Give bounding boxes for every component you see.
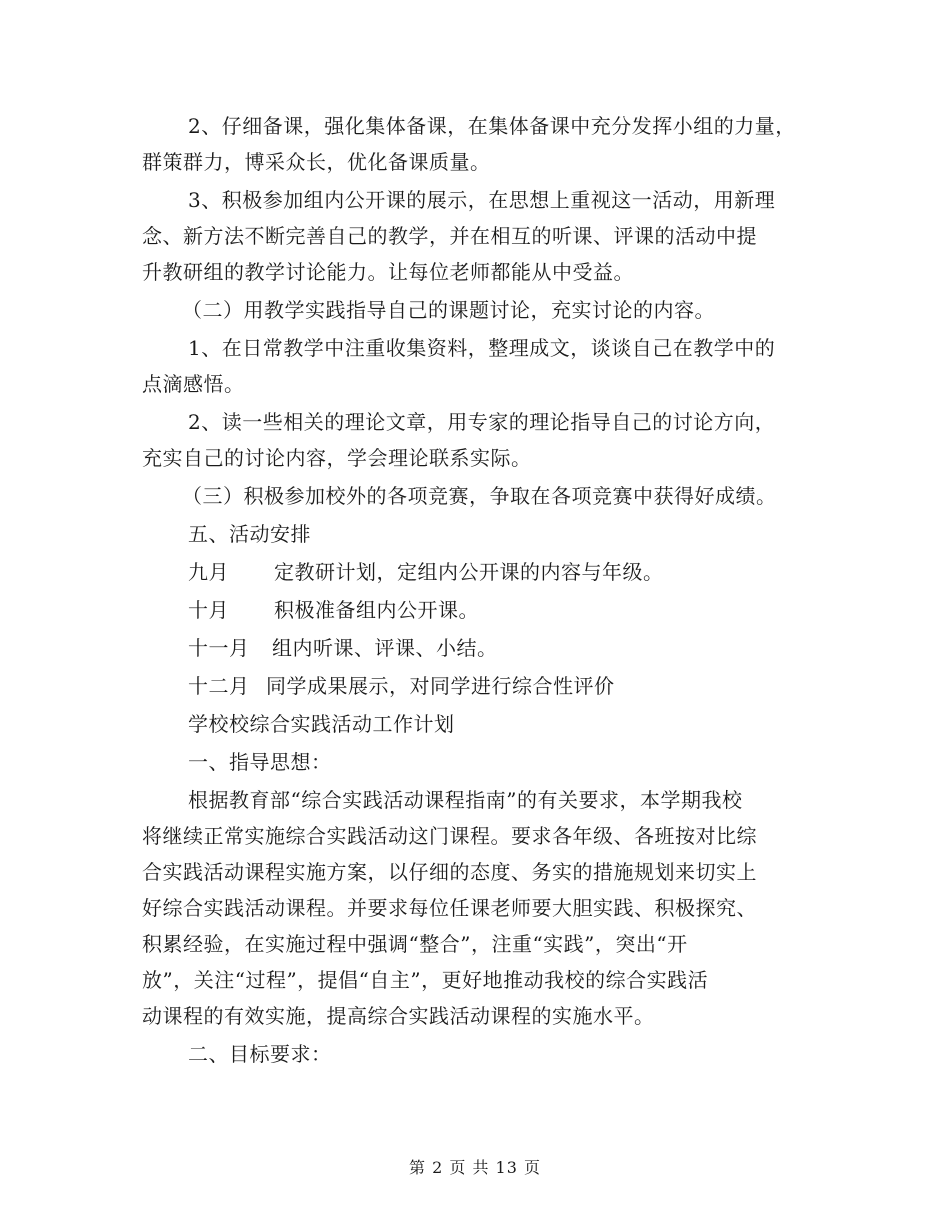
paragraph-line: 好综合实践活动课程。并要求每位任课老师要大胆实践、积极探究、: [142, 896, 757, 920]
document-title: 学校校综合实践活动工作计划: [188, 712, 455, 736]
paragraph-line: 合实践活动课程实施方案，以仔细的态度、务实的措施规划来切实上: [142, 860, 757, 884]
schedule-text: 同学成果展示，对同学进行综合性评价: [266, 674, 615, 698]
paragraph-line: 根据教育部“综合实践活动课程指南”的有关要求，本学期我校: [188, 788, 743, 812]
page-number-footer: 第 2 页 共 13 页: [409, 1158, 541, 1177]
schedule-row: [188, 674, 615, 698]
paragraph-line: 动课程的有效实施，提高综合实践活动课程的实施水平。: [142, 1004, 655, 1028]
paragraph-line: 群策群力，博采众长，优化备课质量。: [142, 150, 491, 174]
paragraph-line: 点滴感悟。: [142, 372, 245, 396]
schedule-row: [188, 636, 498, 660]
schedule-text: 定教研计划，定组内公开课的内容与年级。: [274, 560, 664, 584]
section-heading: 二、目标要求：: [188, 1042, 332, 1066]
paragraph-line: 念、新方法不断完善自己的教学，并在相互的听课、评课的活动中提: [142, 224, 757, 248]
paragraph-line: 充实自己的讨论内容，学会理论联系实际。: [142, 446, 532, 470]
schedule-row: [188, 598, 479, 622]
schedule-text: 组内听课、评课、小结。: [272, 636, 498, 660]
section-heading: （三）积极参加校外的各项竞赛，争取在各项竞赛中获得好成绩。: [182, 484, 777, 508]
paragraph-line: 2、读一些相关的理论文章，用专家的理论指导自己的讨论方向，: [188, 410, 776, 434]
paragraph-line: 将继续正常实施综合实践活动这门课程。要求各年级、各班按对比综: [142, 824, 757, 848]
schedule-month: 九月: [188, 560, 229, 584]
section-heading: （二）用教学实践指导自己的课题讨论，充实讨论的内容。: [182, 298, 715, 322]
schedule-row: [188, 560, 664, 584]
paragraph-line: 积累经验，在实施过程中强调“整合”，注重“实践”，突出“开: [142, 932, 688, 956]
schedule-month: 十一月: [188, 636, 250, 660]
section-heading: 五、活动安排: [188, 522, 311, 546]
schedule-month: 十二月: [188, 674, 250, 698]
paragraph-line: 升教研组的教学讨论能力。让每位老师都能从中受益。: [142, 260, 634, 284]
paragraph-line: 放”，关注“过程”，提倡“自主”，更好地推动我校的综合实践活: [142, 968, 709, 992]
schedule-month: 十月: [188, 598, 229, 622]
paragraph-line: 3、积极参加组内公开课的展示，在思想上重视这一活动，用新理: [188, 188, 776, 212]
paragraph-line: 1、在日常教学中注重收集资料，整理成文，谈谈自己在教学中的: [188, 336, 776, 360]
schedule-text: 积极准备组内公开课。: [274, 598, 479, 622]
paragraph-line: 2、仔细备课，强化集体备课，在集体备课中充分发挥小组的力量，: [188, 114, 796, 138]
section-heading: 一、指导思想：: [188, 750, 332, 774]
